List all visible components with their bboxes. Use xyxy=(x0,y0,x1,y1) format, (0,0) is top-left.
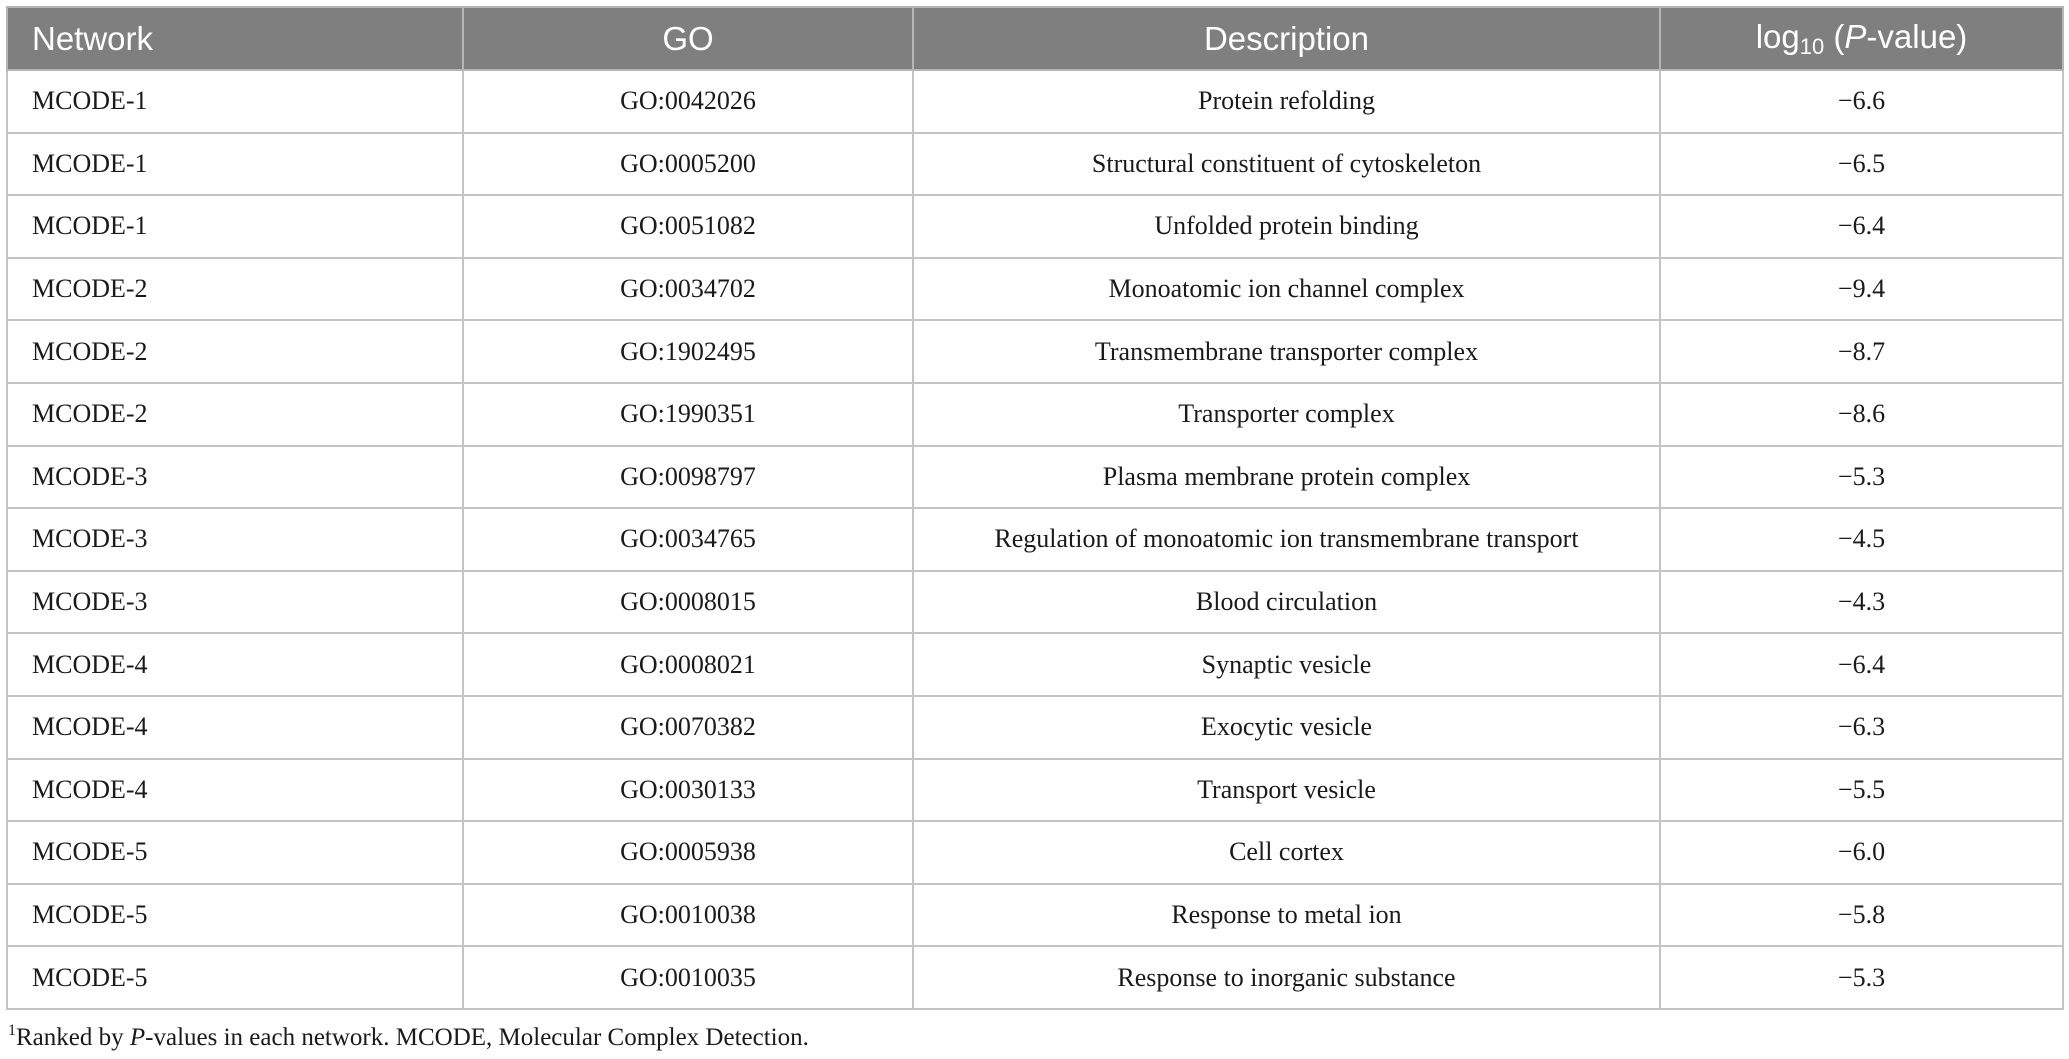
table-row xyxy=(7,696,2063,759)
cell-go-id: GO:0010038 xyxy=(463,884,913,947)
cell-description: Structural constituent of cytoskeleton xyxy=(913,133,1660,196)
cell-log-p-value: −9.4 xyxy=(1660,258,2063,321)
cell-log-p-value: −5.3 xyxy=(1660,946,2063,1009)
table-row xyxy=(7,133,2063,196)
table-row xyxy=(7,258,2063,321)
table-row xyxy=(7,70,2063,133)
cell-description: Monoatomic ion channel complex xyxy=(913,258,1660,321)
cell-log-p-value: −8.6 xyxy=(1660,383,2063,446)
cell-network: MCODE-3 xyxy=(7,508,463,571)
table-row xyxy=(7,946,2063,1009)
cell-go-id: GO:0008015 xyxy=(463,571,913,634)
cell-description: Response to metal ion xyxy=(913,884,1660,947)
table-footnote xyxy=(8,1022,809,1052)
cell-network: MCODE-4 xyxy=(7,633,463,696)
cell-go-id: GO:0042026 xyxy=(463,70,913,133)
cell-description: Synaptic vesicle xyxy=(913,633,1660,696)
table-header xyxy=(7,7,2063,70)
cell-log-p-value: −6.6 xyxy=(1660,70,2063,133)
cell-network: MCODE-5 xyxy=(7,884,463,947)
table-row xyxy=(7,508,2063,571)
cell-network: MCODE-2 xyxy=(7,258,463,321)
table-row xyxy=(7,571,2063,634)
cell-go-id: GO:0008021 xyxy=(463,633,913,696)
header-log-suffix: -value) xyxy=(1866,17,1968,55)
table-row xyxy=(7,821,2063,884)
cell-network: MCODE-5 xyxy=(7,821,463,884)
header-log-subscript: 10 xyxy=(1799,33,1825,59)
table-row xyxy=(7,320,2063,383)
cell-go-id: GO:1990351 xyxy=(463,383,913,446)
cell-description: Protein refolding xyxy=(913,70,1660,133)
go-enrichment-table xyxy=(6,6,2064,1010)
header-log-open: ( xyxy=(1824,17,1845,55)
cell-description: Regulation of monoatomic ion transmembrane transport xyxy=(913,508,1660,571)
cell-go-id: GO:0098797 xyxy=(463,446,913,509)
header-log-prefix: log xyxy=(1755,17,1800,55)
cell-log-p-value: −6.4 xyxy=(1660,195,2063,258)
cell-description: Cell cortex xyxy=(913,821,1660,884)
cell-network: MCODE-2 xyxy=(7,383,463,446)
cell-network: MCODE-1 xyxy=(7,195,463,258)
cell-log-p-value: −5.8 xyxy=(1660,884,2063,947)
table-row xyxy=(7,383,2063,446)
footnote-text-before: Ranked by xyxy=(16,1024,130,1051)
table-row xyxy=(7,446,2063,509)
table-row xyxy=(7,633,2063,696)
cell-go-id: GO:0051082 xyxy=(463,195,913,258)
cell-network: MCODE-4 xyxy=(7,759,463,822)
cell-log-p-value: −6.5 xyxy=(1660,133,2063,196)
cell-description: Response to inorganic substance xyxy=(913,946,1660,1009)
cell-log-p-value: −4.3 xyxy=(1660,571,2063,634)
cell-description: Unfolded protein binding xyxy=(913,195,1660,258)
cell-go-id: GO:0005938 xyxy=(463,821,913,884)
header-log-p-italic: P xyxy=(1844,17,1867,55)
cell-description: Transmembrane transporter complex xyxy=(913,320,1660,383)
cell-go-id: GO:0070382 xyxy=(463,696,913,759)
cell-go-id: GO:0034702 xyxy=(463,258,913,321)
cell-go-id: GO:1902495 xyxy=(463,320,913,383)
cell-network: MCODE-5 xyxy=(7,946,463,1009)
cell-log-p-value: −6.3 xyxy=(1660,696,2063,759)
cell-description: Plasma membrane protein complex xyxy=(913,446,1660,509)
cell-description: Transport vesicle xyxy=(913,759,1660,822)
cell-network: MCODE-2 xyxy=(7,320,463,383)
cell-log-p-value: −5.5 xyxy=(1660,759,2063,822)
table-body xyxy=(7,70,2063,1009)
cell-description: Blood circulation xyxy=(913,571,1660,634)
cell-log-p-value: −6.0 xyxy=(1660,821,2063,884)
go-enrichment-table-container xyxy=(6,6,2062,1010)
table-row xyxy=(7,884,2063,947)
cell-go-id: GO:0034765 xyxy=(463,508,913,571)
footnote-marker: 1 xyxy=(8,1022,16,1039)
cell-network: MCODE-3 xyxy=(7,446,463,509)
header-log-p-value xyxy=(1660,7,2063,70)
cell-go-id: GO:0005200 xyxy=(463,133,913,196)
cell-log-p-value: −6.4 xyxy=(1660,633,2063,696)
header-description: Description xyxy=(913,7,1660,70)
cell-network: MCODE-4 xyxy=(7,696,463,759)
cell-go-id: GO:0030133 xyxy=(463,759,913,822)
table-row xyxy=(7,195,2063,258)
cell-network: MCODE-1 xyxy=(7,70,463,133)
cell-network: MCODE-3 xyxy=(7,571,463,634)
header-network: Network xyxy=(7,7,463,70)
cell-network: MCODE-1 xyxy=(7,133,463,196)
cell-description: Exocytic vesicle xyxy=(913,696,1660,759)
cell-description: Transporter complex xyxy=(913,383,1660,446)
cell-log-p-value: −8.7 xyxy=(1660,320,2063,383)
header-row xyxy=(7,7,2063,70)
cell-log-p-value: −5.3 xyxy=(1660,446,2063,509)
footnote-text-after: -values in each network. MCODE, Molecular Complex Detection. xyxy=(145,1024,809,1051)
cell-go-id: GO:0010035 xyxy=(463,946,913,1009)
cell-log-p-value: −4.5 xyxy=(1660,508,2063,571)
header-go: GO xyxy=(463,7,913,70)
table-row xyxy=(7,759,2063,822)
footnote-p-italic: P xyxy=(129,1024,146,1051)
